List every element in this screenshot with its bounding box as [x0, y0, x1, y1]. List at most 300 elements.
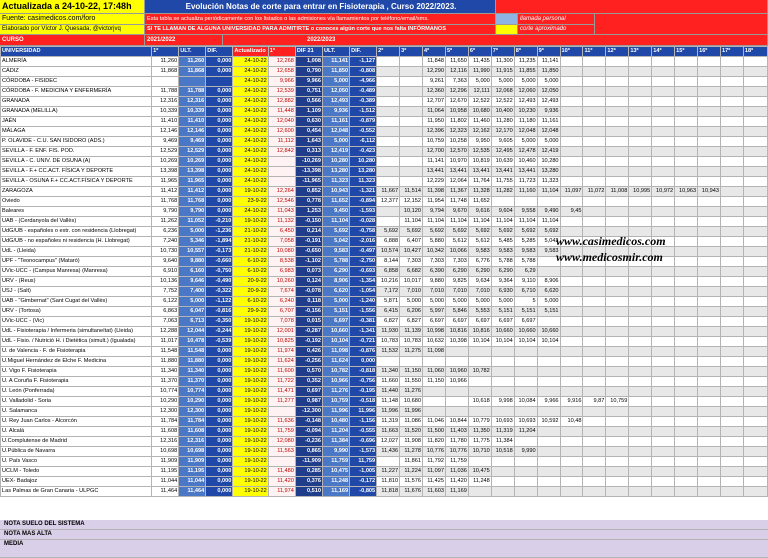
- cell-value: 12,316: [179, 97, 206, 107]
- cell-value: [721, 427, 744, 437]
- university-name: UdL - Fisio. / Nutrició H. i Dietètica (simult.) (Igualada): [1, 337, 152, 347]
- cell-value: 13,441: [514, 167, 537, 177]
- cell-value: [698, 477, 721, 487]
- cell-value: 6,290: [445, 267, 468, 277]
- cell-value: 19-10-22: [233, 327, 268, 337]
- cell-value: [537, 377, 560, 387]
- cell-value: [606, 57, 629, 67]
- cell-value: -0,381: [350, 317, 377, 327]
- cell-value: [560, 377, 583, 387]
- cell-value: [206, 77, 233, 87]
- cell-value: 9,966: [268, 77, 295, 87]
- cell-value: 5,000: [537, 137, 560, 147]
- cell-value: 24-10-22: [233, 67, 268, 77]
- cell-value: -12,300: [295, 407, 322, 417]
- cell-value: 11,996: [322, 407, 349, 417]
- cell-value: 11,775: [468, 437, 491, 447]
- cell-value: 11,425: [423, 477, 446, 487]
- cell-value: [560, 107, 583, 117]
- cell-value: -1,127: [350, 57, 377, 67]
- cell-value: 5,000: [322, 297, 349, 307]
- cell-value: 11,435: [468, 57, 491, 67]
- cell-value: 10,819: [468, 157, 491, 167]
- cell-value: [721, 307, 744, 317]
- cell-value: 9,880: [423, 277, 446, 287]
- cell-value: [675, 247, 698, 257]
- table-row: [1, 317, 768, 327]
- cell-value: [629, 107, 652, 117]
- cell-value: 12,068: [491, 87, 514, 97]
- column-header: 7º: [491, 47, 514, 57]
- cell-value: 12,316: [152, 97, 179, 107]
- cell-value: [652, 117, 675, 127]
- cutoff-table: [0, 46, 768, 497]
- cell-value: [629, 347, 652, 357]
- university-name: USJ - (Salt): [1, 287, 152, 297]
- cell-value: [721, 477, 744, 487]
- cell-value: [400, 107, 423, 117]
- cell-value: 5,692: [514, 227, 537, 237]
- cell-value: -0,028: [350, 217, 377, 227]
- cell-value: -0,490: [206, 277, 233, 287]
- cell-value: 11,420: [268, 477, 295, 487]
- cell-value: 11,768: [152, 197, 179, 207]
- cell-value: [698, 97, 721, 107]
- column-header: 6º: [468, 47, 491, 57]
- cell-value: [400, 67, 423, 77]
- cell-value: [560, 467, 583, 477]
- column-header: 1º: [268, 47, 295, 57]
- cell-value: 0,124: [295, 277, 322, 287]
- university-name: CÓRDOBA - FISIDEC: [1, 77, 152, 87]
- cell-value: 10,280: [350, 157, 377, 167]
- cell-value: 19-10-22: [233, 347, 268, 357]
- table-row: [1, 147, 768, 157]
- university-name: U. País Vasco: [1, 457, 152, 467]
- cell-value: 7,010: [423, 287, 446, 297]
- cell-value: 24-10-22: [233, 147, 268, 157]
- cell-value: [423, 357, 446, 367]
- cell-value: [583, 97, 606, 107]
- cell-value: 12,493: [322, 97, 349, 107]
- cell-value: 11,996: [350, 407, 377, 417]
- cell-value: 0,214: [295, 227, 322, 237]
- cell-value: 11,624: [268, 357, 295, 367]
- cell-value: [491, 467, 514, 477]
- cell-value: 11,974: [268, 487, 295, 497]
- cell-value: 11,550: [400, 377, 423, 387]
- cell-value: [537, 387, 560, 397]
- cell-value: 13,441: [445, 167, 468, 177]
- cell-value: [445, 387, 468, 397]
- cell-value: [743, 107, 767, 117]
- cell-value: 10,759: [423, 137, 446, 147]
- cell-value: [445, 407, 468, 417]
- cell-value: 9,794: [423, 207, 446, 217]
- cell-value: 29-9-22: [233, 307, 268, 317]
- cell-value: 11,440: [377, 387, 400, 397]
- cell-value: [491, 357, 514, 367]
- cell-value: [560, 347, 583, 357]
- cell-value: [721, 377, 744, 387]
- cell-value: [606, 357, 629, 367]
- cell-value: 11,319: [491, 427, 514, 437]
- cell-value: [675, 127, 698, 137]
- column-header: Actualizado: [233, 47, 268, 57]
- cell-value: [698, 167, 721, 177]
- table-row: [1, 367, 768, 377]
- cell-value: [652, 147, 675, 157]
- university-name: URV - (Tortosa): [1, 307, 152, 317]
- column-header: 3º: [400, 47, 423, 57]
- table-row: [1, 477, 768, 487]
- cell-value: [560, 477, 583, 487]
- cell-value: 11,275: [400, 347, 423, 357]
- table-row: [1, 297, 768, 307]
- cell-value: 11,398: [423, 187, 446, 197]
- cell-value: [698, 367, 721, 377]
- cell-value: [468, 347, 491, 357]
- cell-value: 11,755: [491, 177, 514, 187]
- cell-value: 8,906: [537, 277, 560, 287]
- cell-value: 6-10-22: [233, 267, 268, 277]
- cell-value: [675, 287, 698, 297]
- cell-value: [583, 357, 606, 367]
- cell-value: [721, 297, 744, 307]
- cell-value: 11,104: [514, 217, 537, 227]
- cell-value: [721, 347, 744, 357]
- cell-value: 5,000: [400, 297, 423, 307]
- cell-value: [514, 357, 537, 367]
- cell-value: 19-10-22: [233, 387, 268, 397]
- cell-value: 19-10-22: [233, 467, 268, 477]
- cell-value: 11,104: [322, 217, 349, 227]
- cell-value: [606, 297, 629, 307]
- column-header: 12º: [606, 47, 629, 57]
- cell-value: [652, 487, 675, 497]
- cell-value: 11,663: [377, 427, 400, 437]
- cell-value: [721, 77, 744, 87]
- cell-value: [675, 477, 698, 487]
- cell-value: 10,816: [468, 327, 491, 337]
- cell-value: 10,017: [400, 277, 423, 287]
- cell-value: 6,290: [322, 267, 349, 277]
- cell-value: [606, 207, 629, 217]
- cell-value: 9,998: [491, 397, 514, 407]
- cell-value: [721, 417, 744, 427]
- cell-value: 11,323: [322, 177, 349, 187]
- cell-value: [377, 457, 400, 467]
- cell-value: 5,042: [322, 237, 349, 247]
- cell-value: [721, 167, 744, 177]
- cell-value: [560, 447, 583, 457]
- table-row: [1, 267, 768, 277]
- cell-value: 1,253: [295, 207, 322, 217]
- cell-value: 10,104: [322, 337, 349, 347]
- cell-value: 7,063: [152, 317, 179, 327]
- cell-value: 6,407: [400, 237, 423, 247]
- university-name: Oviedo: [1, 197, 152, 207]
- cell-value: 6,697: [514, 317, 537, 327]
- cell-value: 11,060: [423, 367, 446, 377]
- table-row: [1, 487, 768, 497]
- cell-value: 10,269: [152, 157, 179, 167]
- cell-value: [560, 217, 583, 227]
- cell-value: [698, 467, 721, 477]
- cell-value: [743, 307, 767, 317]
- cell-value: [606, 167, 629, 177]
- cell-value: [583, 67, 606, 77]
- cell-value: [514, 387, 537, 397]
- cell-value: 11,880: [179, 357, 206, 367]
- university-name: P. OLAVIDE - C.U. SAN ISIDORO (ADS.): [1, 137, 152, 147]
- cell-value: 5,692: [445, 227, 468, 237]
- cell-value: [583, 457, 606, 467]
- cell-value: 13,441: [491, 167, 514, 177]
- cell-value: 0,000: [206, 207, 233, 217]
- table-row: [1, 437, 768, 447]
- cell-value: [400, 87, 423, 97]
- cell-value: -0,879: [350, 117, 377, 127]
- cell-value: 10,475: [468, 467, 491, 477]
- cell-value: 10,480: [322, 417, 349, 427]
- cell-value: 5,880: [423, 237, 446, 247]
- cell-value: 0,000: [206, 357, 233, 367]
- cell-value: [583, 387, 606, 397]
- cell-value: 19-10-22: [233, 397, 268, 407]
- cell-value: 12,882: [268, 97, 295, 107]
- cell-value: 11,667: [377, 187, 400, 197]
- cell-value: [560, 277, 583, 287]
- cell-value: [698, 297, 721, 307]
- cell-value: 9,990: [322, 447, 349, 457]
- cell-value: 10,995: [629, 187, 652, 197]
- cell-value: 9,583: [537, 247, 560, 257]
- cell-value: 5,000: [322, 137, 349, 147]
- cell-value: 9,450: [322, 207, 349, 217]
- cell-value: 13,280: [537, 167, 560, 177]
- cell-value: -0,156: [295, 307, 322, 317]
- cell-value: 19-10-22: [233, 317, 268, 327]
- cell-value: 0,313: [295, 147, 322, 157]
- column-header: 14º: [652, 47, 675, 57]
- cell-value: [652, 387, 675, 397]
- cell-value: [721, 137, 744, 147]
- footer-max-note: NOTA MAS ALTA: [0, 530, 768, 540]
- cell-value: 9,469: [179, 137, 206, 147]
- cell-value: [491, 477, 514, 487]
- cell-value: 11,660: [377, 377, 400, 387]
- cell-value: 11,280: [491, 117, 514, 127]
- cell-value: [583, 417, 606, 427]
- cell-value: 9,583: [514, 247, 537, 257]
- cell-value: 5,692: [468, 227, 491, 237]
- cell-value: [721, 237, 744, 247]
- cell-value: [377, 357, 400, 367]
- table-row: [1, 117, 768, 127]
- cell-value: [606, 157, 629, 167]
- header-red-fill-2: [595, 14, 768, 35]
- cell-value: 19-10-22: [233, 417, 268, 427]
- column-header: ULT.: [179, 47, 206, 57]
- cell-value: [583, 147, 606, 157]
- cell-value: [675, 157, 698, 167]
- cell-value: 6-10-22: [233, 257, 268, 267]
- cell-value: [606, 467, 629, 477]
- cell-value: [743, 147, 767, 157]
- cell-value: [606, 387, 629, 397]
- cell-value: [743, 237, 767, 247]
- table-row: [1, 387, 768, 397]
- cell-value: 6,682: [400, 267, 423, 277]
- cell-value: [698, 237, 721, 247]
- cell-value: [400, 117, 423, 127]
- cell-value: -0,192: [295, 337, 322, 347]
- table-row: [1, 307, 768, 317]
- cell-value: 11,420: [445, 477, 468, 487]
- cell-value: [423, 387, 446, 397]
- cell-value: [721, 227, 744, 237]
- cell-value: -1,122: [206, 297, 233, 307]
- cell-value: 10,342: [423, 247, 446, 257]
- cell-value: [698, 227, 721, 237]
- cell-value: 7,752: [152, 287, 179, 297]
- cell-value: [560, 87, 583, 97]
- cell-value: 12,535: [468, 147, 491, 157]
- cell-value: 11,624: [322, 357, 349, 367]
- university-name: UVic-UCC - (Campus Manresa) (Manresa): [1, 267, 152, 277]
- cell-value: 11,764: [468, 177, 491, 187]
- cell-value: [721, 317, 744, 327]
- cell-value: [583, 367, 606, 377]
- cell-value: 7,303: [423, 257, 446, 267]
- cell-value: 0,015: [295, 317, 322, 327]
- cell-value: [675, 297, 698, 307]
- cell-value: 11,276: [400, 387, 423, 397]
- university-name: U. Salamanca: [1, 407, 152, 417]
- cell-value: 6,888: [377, 237, 400, 247]
- cell-value: [583, 427, 606, 437]
- cell-value: 11,676: [400, 487, 423, 497]
- cell-value: [743, 357, 767, 367]
- cell-value: -0,210: [206, 217, 233, 227]
- cell-value: 11,748: [445, 197, 468, 207]
- cell-value: [698, 437, 721, 447]
- cell-value: 5,042: [537, 237, 560, 247]
- legend-approx-swatch: [496, 25, 518, 35]
- cell-value: [606, 417, 629, 427]
- column-header: 15º: [675, 47, 698, 57]
- cell-value: 10,970: [445, 157, 468, 167]
- cell-value: [606, 457, 629, 467]
- cell-value: [675, 467, 698, 477]
- cell-value: [560, 117, 583, 127]
- cell-value: 5,553: [468, 307, 491, 317]
- cell-value: 12,146: [152, 127, 179, 137]
- cell-value: 12,539: [268, 87, 295, 97]
- cell-value: -0,173: [206, 247, 233, 257]
- cell-value: 11,996: [400, 407, 423, 417]
- cell-value: [468, 357, 491, 367]
- cell-value: [652, 367, 675, 377]
- cell-value: 11,850: [322, 67, 349, 77]
- cell-value: 12,600: [268, 127, 295, 137]
- cell-value: 0,778: [295, 197, 322, 207]
- cell-value: [468, 407, 491, 417]
- cell-value: [560, 67, 583, 77]
- cell-value: [583, 77, 606, 87]
- university-name: ALMERÍA: [1, 57, 152, 67]
- cell-value: [721, 487, 744, 497]
- cell-value: [675, 57, 698, 67]
- cell-value: 9,990: [514, 447, 537, 457]
- cell-value: [743, 197, 767, 207]
- cell-value: 12,146: [179, 127, 206, 137]
- cell-value: [583, 157, 606, 167]
- cell-value: 0,000: [206, 487, 233, 497]
- cell-value: 10,998: [423, 327, 446, 337]
- cell-value: 11,141: [537, 57, 560, 67]
- cell-value: 10,216: [377, 277, 400, 287]
- cell-value: [652, 347, 675, 357]
- cell-value: [629, 477, 652, 487]
- cell-value: 11,204: [322, 427, 349, 437]
- cell-value: 11,224: [400, 467, 423, 477]
- cell-value: [698, 417, 721, 427]
- cell-value: 19-10-22: [233, 357, 268, 367]
- cell-value: 5,612: [468, 237, 491, 247]
- cell-value: [675, 217, 698, 227]
- cell-value: 10,680: [400, 397, 423, 407]
- cell-value: 24-10-22: [233, 167, 268, 177]
- cell-value: 5,871: [377, 297, 400, 307]
- cell-value: [743, 487, 767, 497]
- university-name: UPF - "Teonocampus" (Mataró): [1, 257, 152, 267]
- cell-value: 5,788: [322, 257, 349, 267]
- cell-value: 10,339: [152, 107, 179, 117]
- cell-value: [743, 387, 767, 397]
- cell-value: [721, 197, 744, 207]
- cell-value: 11,169: [322, 487, 349, 497]
- cell-value: [629, 137, 652, 147]
- cell-value: [721, 247, 744, 257]
- cell-value: [583, 207, 606, 217]
- column-header: 5º: [445, 47, 468, 57]
- cell-value: -0,094: [295, 427, 322, 437]
- cell-value: -0,423: [350, 147, 377, 157]
- cell-value: [377, 107, 400, 117]
- cell-value: 10,120: [400, 207, 423, 217]
- table-row: [1, 277, 768, 287]
- cell-value: 5,000: [179, 227, 206, 237]
- cell-value: [583, 267, 606, 277]
- cell-value: 0,865: [295, 447, 322, 457]
- cell-value: 0,000: [206, 197, 233, 207]
- cell-value: [629, 327, 652, 337]
- cell-value: -1,054: [350, 287, 377, 297]
- cell-value: 0,000: [206, 467, 233, 477]
- cell-value: [583, 277, 606, 287]
- cell-value: 1,643: [295, 137, 322, 147]
- cell-value: 12,478: [514, 147, 537, 157]
- cell-value: [606, 97, 629, 107]
- university-name: UEX- Badajoz: [1, 477, 152, 487]
- cell-value: 11,282: [491, 187, 514, 197]
- cell-value: [629, 377, 652, 387]
- table-row: [1, 397, 768, 407]
- cell-value: [377, 147, 400, 157]
- cell-value: [698, 317, 721, 327]
